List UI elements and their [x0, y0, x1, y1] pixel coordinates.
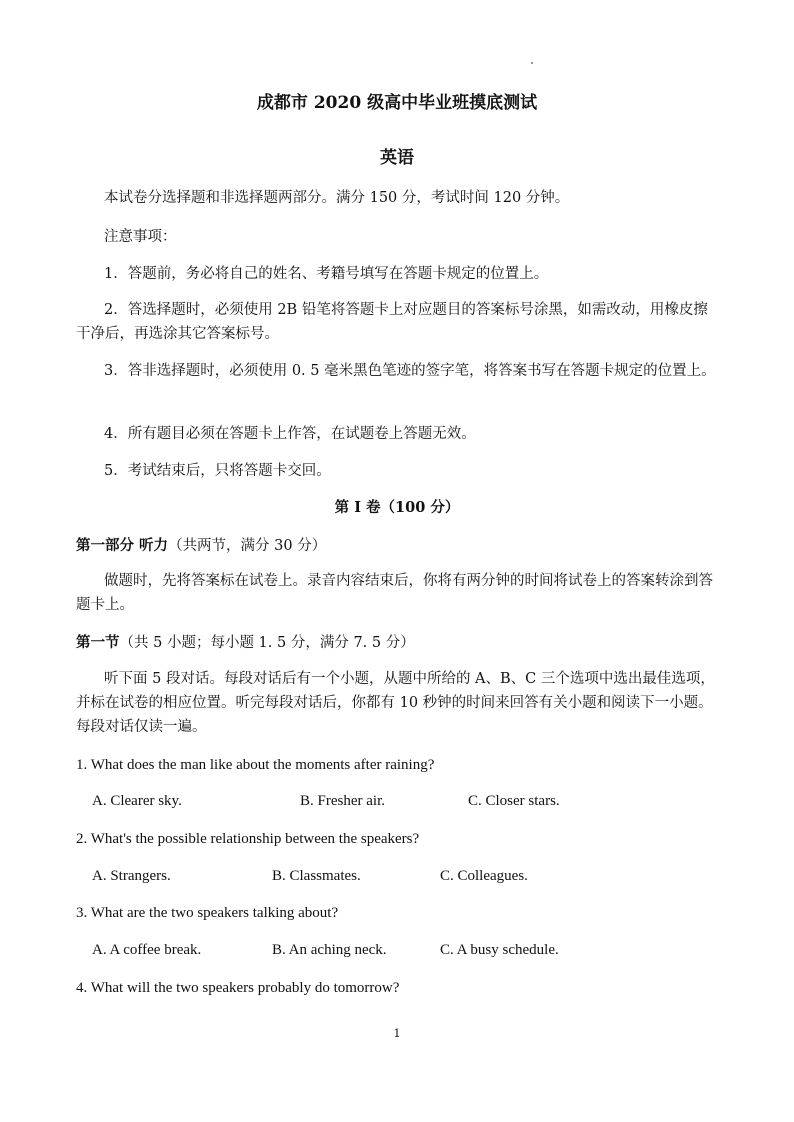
section-one-heading: [76, 631, 415, 655]
question-option: C. A busy schedule.: [440, 942, 559, 958]
part-one-heading: [76, 534, 326, 558]
stray-dot: [531, 62, 533, 64]
notice-item: 3．答非选择题时，必须使用 0. 5 毫米黑色笔迹的签字笔，将答案书写在答题卡规定的位置上。: [104, 363, 716, 379]
question-stem: 1. What does the man like about the moments after raining?: [76, 757, 435, 773]
page-number: 1: [393, 1027, 401, 1040]
question-stem: 4. What will the two speakers probably do tomorrow?: [76, 980, 400, 996]
notice-heading: 注意事项：: [104, 229, 177, 245]
notice-item: 5．考试结束后，只将答题卡交回。: [104, 463, 331, 479]
volume-heading: 第 I 卷（100 分）: [334, 499, 460, 516]
notice-item: 2．答选择题时，必须使用 2B 铅笔将答题卡上对应题目的答案标号涂黑，如需改动，用橡皮擦干净后，再选涂其它答案标号。: [76, 302, 708, 342]
exam-title: 成都市 2020 级高中毕业班摸底测试: [256, 93, 538, 113]
part-one-label: 第一部分 听力: [76, 537, 169, 554]
question-stem: 3. What are the two speakers talking about?: [76, 905, 339, 921]
section-one-label: 第一节: [76, 634, 120, 651]
exam-intro: 本试卷分选择题和非选择题两部分。满分 150 分，考试时间 120 分钟。: [104, 190, 570, 206]
part-one-instructions: 做题时，先将答案标在试卷上。录音内容结束后，你将有两分钟的时间将试卷上的答案转涂到答题卡上。: [76, 573, 713, 613]
notice-item: 1．答题前，务必将自己的姓名、考籍号填写在答题卡规定的位置上。: [104, 266, 549, 282]
part-one-note: （共两节，满分 30 分）: [168, 538, 327, 554]
question-option: C. Closer stars.: [468, 793, 560, 809]
question-option: B. An aching neck.: [272, 942, 387, 958]
question-option: C. Colleagues.: [440, 868, 528, 884]
section-one-note: （共 5 小题；每小题 1. 5 分，满分 7. 5 分）: [119, 635, 415, 651]
question-option: A. A coffee break.: [92, 942, 202, 958]
question-option: B. Fresher air.: [300, 793, 385, 809]
question-stem: 2. What's the possible relationship between the speakers?: [76, 831, 420, 847]
section-one-instructions: 听下面 5 段对话。每段对话后有一个小题，从题中所给的 A、B、C 三个选项中选出最佳选项，并标在试卷的相应位置。听完每段对话后，你都有 10 秒钟的时间来回答有关小题和阅读下一小题。每段对话仅读一遍。: [76, 671, 715, 735]
question-option: A. Clearer sky.: [92, 793, 182, 809]
question-option: B. Classmates.: [272, 868, 361, 884]
subject-title: 英语: [380, 148, 414, 168]
question-option: A. Strangers.: [92, 868, 171, 884]
notice-item: 4．所有题目必须在答题卡上作答，在试题卷上答题无效。: [104, 426, 476, 442]
